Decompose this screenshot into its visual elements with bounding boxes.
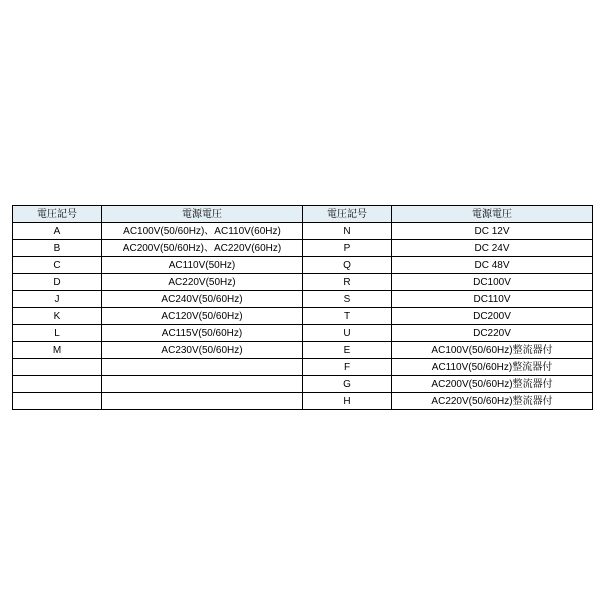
table-row bbox=[13, 308, 593, 325]
cell-voltage-code-right: E bbox=[303, 342, 392, 359]
cell-supply-voltage-right: AC100V(50/60Hz)整流器付 bbox=[392, 342, 593, 359]
cell-voltage-code-left bbox=[13, 359, 102, 376]
cell-voltage-code-right: Q bbox=[303, 257, 392, 274]
cell-supply-voltage-right: AC200V(50/60Hz)整流器付 bbox=[392, 376, 593, 393]
cell-supply-voltage-left: AC115V(50/60Hz) bbox=[102, 325, 303, 342]
cell-voltage-code-left: K bbox=[13, 308, 102, 325]
cell-voltage-code-left: A bbox=[13, 223, 102, 240]
cell-voltage-code-left: C bbox=[13, 257, 102, 274]
cell-voltage-code-right: P bbox=[303, 240, 392, 257]
table-row bbox=[13, 257, 593, 274]
table-row bbox=[13, 325, 593, 342]
cell-supply-voltage-left: AC240V(50/60Hz) bbox=[102, 291, 303, 308]
column-header-supply-voltage-right: 電源電圧 bbox=[392, 206, 593, 223]
cell-supply-voltage-left bbox=[102, 393, 303, 410]
cell-supply-voltage-right: AC220V(50/60Hz)整流器付 bbox=[392, 393, 593, 410]
cell-supply-voltage-left: AC120V(50/60Hz) bbox=[102, 308, 303, 325]
cell-voltage-code-right: F bbox=[303, 359, 392, 376]
table-row bbox=[13, 342, 593, 359]
table-row bbox=[13, 291, 593, 308]
cell-voltage-code-left: M bbox=[13, 342, 102, 359]
table-body bbox=[13, 223, 593, 410]
cell-supply-voltage-left: AC230V(50/60Hz) bbox=[102, 342, 303, 359]
cell-supply-voltage-right: DC200V bbox=[392, 308, 593, 325]
table-row bbox=[13, 223, 593, 240]
cell-voltage-code-right: N bbox=[303, 223, 392, 240]
column-header-voltage-code-left: 電圧記号 bbox=[13, 206, 102, 223]
column-header-supply-voltage-left: 電源電圧 bbox=[102, 206, 303, 223]
cell-supply-voltage-left: AC110V(50Hz) bbox=[102, 257, 303, 274]
cell-supply-voltage-left: AC220V(50Hz) bbox=[102, 274, 303, 291]
cell-voltage-code-right: U bbox=[303, 325, 392, 342]
cell-supply-voltage-left bbox=[102, 359, 303, 376]
table-header bbox=[13, 206, 593, 223]
cell-supply-voltage-right: AC110V(50/60Hz)整流器付 bbox=[392, 359, 593, 376]
cell-supply-voltage-right: DC110V bbox=[392, 291, 593, 308]
voltage-code-table bbox=[12, 205, 593, 410]
cell-supply-voltage-right: DC220V bbox=[392, 325, 593, 342]
voltage-code-table-container bbox=[12, 205, 588, 410]
table-row bbox=[13, 376, 593, 393]
cell-voltage-code-left: B bbox=[13, 240, 102, 257]
cell-supply-voltage-right: DC 12V bbox=[392, 223, 593, 240]
cell-supply-voltage-left: AC100V(50/60Hz)、AC110V(60Hz) bbox=[102, 223, 303, 240]
cell-voltage-code-left: J bbox=[13, 291, 102, 308]
cell-voltage-code-right: G bbox=[303, 376, 392, 393]
cell-supply-voltage-right: DC100V bbox=[392, 274, 593, 291]
cell-voltage-code-right: H bbox=[303, 393, 392, 410]
table-row bbox=[13, 240, 593, 257]
cell-voltage-code-right: T bbox=[303, 308, 392, 325]
table-row bbox=[13, 359, 593, 376]
cell-voltage-code-left: D bbox=[13, 274, 102, 291]
table-row bbox=[13, 393, 593, 410]
cell-supply-voltage-left bbox=[102, 376, 303, 393]
cell-voltage-code-right: R bbox=[303, 274, 392, 291]
table-header-row bbox=[13, 206, 593, 223]
cell-voltage-code-left: L bbox=[13, 325, 102, 342]
cell-supply-voltage-right: DC 48V bbox=[392, 257, 593, 274]
table-row bbox=[13, 274, 593, 291]
cell-supply-voltage-right: DC 24V bbox=[392, 240, 593, 257]
column-header-voltage-code-right: 電圧記号 bbox=[303, 206, 392, 223]
cell-voltage-code-left bbox=[13, 376, 102, 393]
cell-voltage-code-right: S bbox=[303, 291, 392, 308]
cell-voltage-code-left bbox=[13, 393, 102, 410]
cell-supply-voltage-left: AC200V(50/60Hz)、AC220V(60Hz) bbox=[102, 240, 303, 257]
